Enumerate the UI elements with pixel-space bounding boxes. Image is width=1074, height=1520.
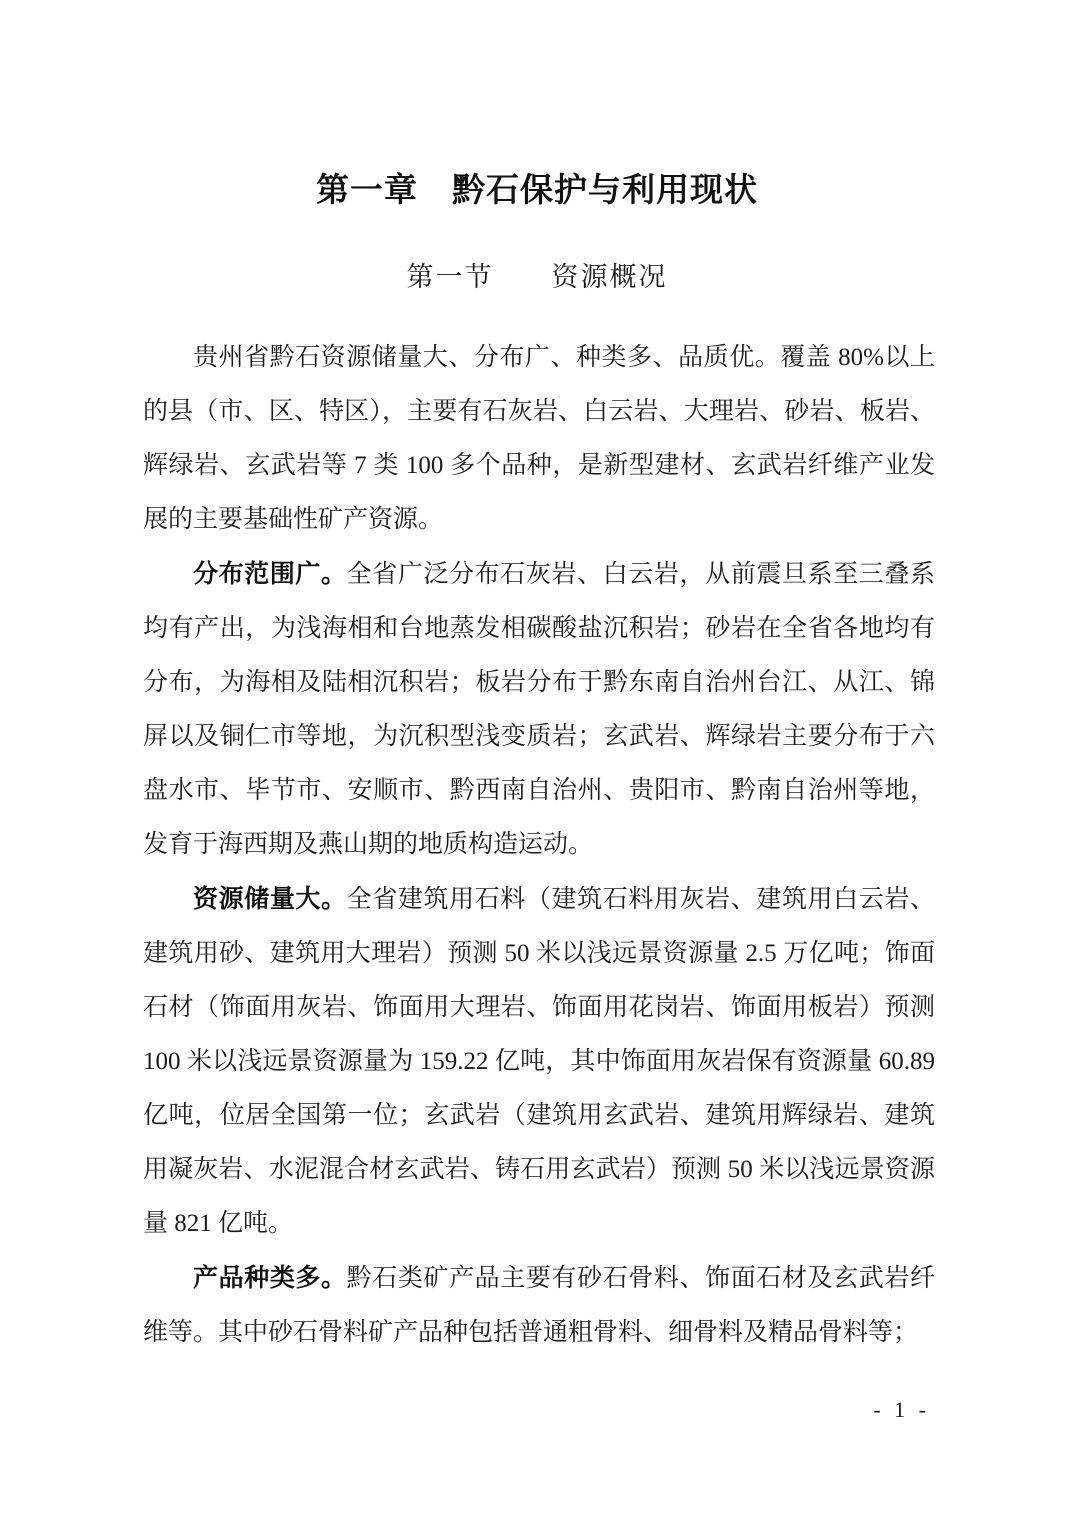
body-paragraph-reserves: [143, 872, 935, 1251]
paragraph-text: 贵州省黔石资源储量大、分布广、种类多、品质优。覆盖 80%以上的县（市、区、特区），主要有石灰岩、白云岩、大理岩、砂岩、板岩、辉绿岩、玄武岩等 7 类 100 多个品种，是新型建材、玄武岩纤维产业发展的主要基础性矿产资源。: [143, 344, 935, 533]
body-paragraph-overview: [143, 330, 935, 547]
page-number: - 1 -: [873, 1397, 930, 1422]
paragraph-text: 全省广泛分布石灰岩、白云岩，从前震旦系至三叠系均有产出，为浅海相和台地蒸发相碳酸盐沉积岩；砂岩在全省各地均有分布，为海相及陆相沉积岩；板岩分布于黔东南自治州台江、从江、锦屏以及铜仁市等地，为沉积型浅变质岩；玄武岩、辉绿岩主要分布于六盘水市、毕节市、安顺市、黔西南自治州、贵阳市、黔南自治州等地，发育于海西期及燕山期的地质构造运动。: [143, 561, 935, 858]
paragraph-text: 全省建筑用石料（建筑石料用灰岩、建筑用白云岩、建筑用砂、建筑用大理岩）预测 50 米以浅远景资源量 2.5 万亿吨；饰面石材（饰面用灰岩、饰面用大理岩、饰面用花岗岩、饰面用板岩）预测 100 米以浅远景资源量为 159.22 亿吨，其中饰面用灰岩保有资源量 60.89 亿吨，位居全国第一位；玄武岩（建筑用玄武岩、建筑用辉绿岩、建筑用凝灰岩、水泥混合材玄武岩、铸石用玄武岩）预测 50 米以浅远景资源量 821 亿吨。: [143, 886, 935, 1237]
section-title: 第一节 资源概况: [406, 262, 668, 292]
paragraph-lead: 分布范围广。: [193, 560, 347, 588]
body-paragraph-products: [143, 1251, 935, 1360]
document-body: [143, 330, 935, 1360]
paragraph-lead: 产品种类多。: [193, 1264, 347, 1292]
chapter-title: 第一章 黔石保护与利用现状: [316, 171, 758, 208]
paragraph-text: 黔石类矿产品主要有砂石骨料、饰面石材及玄武岩纤维等。其中砂石骨料矿产品种包括普通粗骨料、细骨料及精品骨料等；: [143, 1265, 935, 1346]
paragraph-lead: 资源储量大。: [193, 885, 347, 913]
body-paragraph-distribution: [143, 547, 935, 872]
